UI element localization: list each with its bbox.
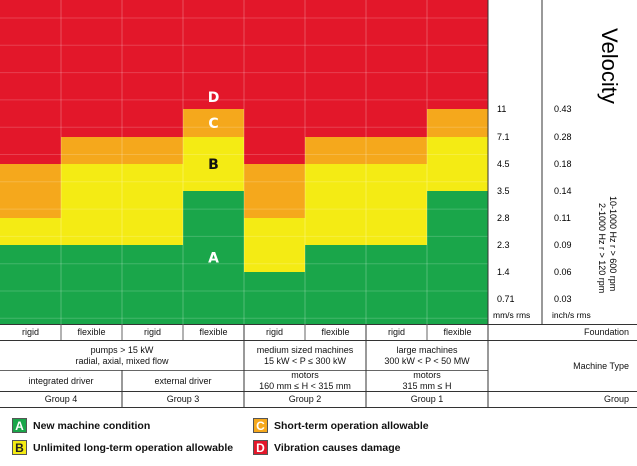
chart-title: Velocity bbox=[597, 28, 622, 104]
legend-text-d: Vibration causes damage bbox=[274, 441, 401, 454]
foundation-col-6: flexible bbox=[321, 327, 350, 337]
zone-d-col-7 bbox=[366, 0, 427, 137]
frequency-note-1: 10-1000 Hz r > 600 rpm bbox=[608, 196, 618, 292]
zone-d-col-2 bbox=[61, 0, 122, 137]
zone-label-a: A bbox=[208, 250, 219, 267]
zone-d-col-3 bbox=[122, 0, 183, 137]
legend-box-c: C bbox=[253, 418, 268, 433]
motors-medium-line-2: 160 mm ≤ H < 315 mm bbox=[259, 381, 351, 391]
legend-item-b bbox=[12, 440, 233, 455]
tick-label-inch: 0.14 bbox=[554, 186, 572, 196]
external-driver-cell: external driver bbox=[154, 375, 212, 386]
foundation-header: Foundation bbox=[583, 327, 629, 337]
foundation-col-3: rigid bbox=[143, 327, 161, 337]
integrated-driver-cell: integrated driver bbox=[28, 375, 94, 386]
tick-label-mm: 0.71 bbox=[497, 294, 515, 304]
zone-a-col-6 bbox=[305, 245, 366, 324]
zone-d-col-6 bbox=[305, 0, 366, 137]
motors-large-line-2: 315 mm ≤ H bbox=[402, 381, 452, 391]
motors-medium-cell bbox=[244, 371, 366, 391]
zone-b-col-7 bbox=[366, 164, 427, 245]
zone-c-col-6 bbox=[305, 137, 366, 164]
group-header: Group bbox=[603, 394, 629, 404]
unit-inch-label: inch/s rms bbox=[552, 310, 591, 320]
machine-table bbox=[0, 324, 637, 408]
zone-c-col-1 bbox=[0, 164, 61, 218]
large-line-2: 300 kW < P < 50 MW bbox=[384, 355, 470, 366]
zone-label-d: D bbox=[207, 90, 220, 106]
legend-item-c bbox=[253, 418, 429, 433]
unit-mm-label: mm/s rms bbox=[493, 310, 531, 320]
zone-label-c: C bbox=[208, 116, 219, 132]
zone-c-col-2 bbox=[61, 137, 122, 164]
motors-medium-line-1: motors bbox=[291, 370, 319, 380]
large-line-1: large machines bbox=[396, 344, 458, 355]
foundation-col-4: flexible bbox=[199, 327, 228, 337]
zone-b-col-1 bbox=[0, 218, 61, 245]
zone-a-col-7 bbox=[366, 245, 427, 324]
tick-label-inch: 0.43 bbox=[554, 104, 572, 114]
zone-b-col-3 bbox=[122, 164, 183, 245]
zone-d-col-8 bbox=[427, 0, 488, 109]
zone-b-col-6 bbox=[305, 164, 366, 245]
machine-type-header: Machine Type bbox=[573, 360, 629, 371]
motors-large-cell bbox=[366, 371, 488, 391]
tick-label-mm: 4.5 bbox=[497, 159, 510, 169]
pumps-cell bbox=[0, 341, 244, 370]
motors-large-line-1: motors bbox=[413, 370, 441, 380]
tick-label-mm: 3.5 bbox=[497, 186, 510, 196]
tick-label-inch: 0.03 bbox=[554, 294, 572, 304]
group-2-cell: Group 2 bbox=[288, 394, 322, 404]
frequency-note-2: 2-1000 Hz r > 120 rpm bbox=[597, 203, 607, 294]
zone-c-col-3 bbox=[122, 137, 183, 164]
threshold-ticks bbox=[497, 104, 572, 304]
legend-item-a bbox=[12, 418, 150, 433]
foundation-col-5: rigid bbox=[265, 327, 283, 337]
foundation-col-7: rigid bbox=[387, 327, 405, 337]
tick-label-mm: 11 bbox=[497, 104, 507, 114]
zone-d-col-1 bbox=[0, 0, 61, 164]
zone-a-col-3 bbox=[122, 245, 183, 324]
foundation-col-8: flexible bbox=[443, 327, 472, 337]
tick-label-inch: 0.09 bbox=[554, 240, 572, 250]
medium-machines-cell bbox=[244, 341, 366, 370]
zone-c-col-5 bbox=[244, 164, 305, 218]
pumps-line-1: pumps > 15 kW bbox=[90, 344, 154, 355]
tick-label-mm: 1.4 bbox=[497, 267, 510, 277]
zone-c-col-8 bbox=[427, 109, 488, 137]
tick-label-mm: 2.3 bbox=[497, 240, 510, 250]
tick-label-inch: 0.18 bbox=[554, 159, 572, 169]
legend-text-a: New machine condition bbox=[33, 419, 151, 432]
legend-item-d bbox=[253, 440, 400, 455]
tick-label-inch: 0.06 bbox=[554, 267, 572, 277]
legend-box-d: D bbox=[253, 440, 268, 455]
legend-text-c: Short-term operation allowable bbox=[274, 419, 429, 432]
large-machines-cell bbox=[366, 341, 488, 370]
zone-c-col-7 bbox=[366, 137, 427, 164]
zone-a-col-2 bbox=[61, 245, 122, 324]
tick-label-inch: 0.11 bbox=[554, 213, 571, 223]
group-1-cell: Group 1 bbox=[410, 394, 444, 404]
legend-box-b: B bbox=[12, 440, 27, 455]
zone-d-col-5 bbox=[244, 0, 305, 164]
zone-b-col-8 bbox=[427, 137, 488, 191]
tick-label-mm: 7.1 bbox=[497, 132, 510, 142]
foundation-col-2: flexible bbox=[77, 327, 106, 337]
zone-a-col-8 bbox=[427, 191, 488, 324]
medium-line-2: 15 kW < P ≤ 300 kW bbox=[263, 355, 347, 366]
foundation-col-1: rigid bbox=[21, 327, 39, 337]
group-3-cell: Group 3 bbox=[166, 394, 200, 404]
medium-line-1: medium sized machines bbox=[256, 344, 354, 355]
legend-box-a: A bbox=[12, 418, 27, 433]
zone-b-col-2 bbox=[61, 164, 122, 245]
zone-a-col-1 bbox=[0, 245, 61, 324]
tick-label-inch: 0.28 bbox=[554, 132, 572, 142]
tick-label-mm: 2.8 bbox=[497, 213, 510, 223]
zone-label-b: B bbox=[208, 157, 219, 173]
legend-text-b: Unlimited long-term operation allowable bbox=[33, 441, 234, 454]
group-4-cell: Group 4 bbox=[44, 394, 78, 404]
zone-a-col-5 bbox=[244, 272, 305, 324]
pumps-line-2: radial, axial, mixed flow bbox=[75, 355, 169, 366]
